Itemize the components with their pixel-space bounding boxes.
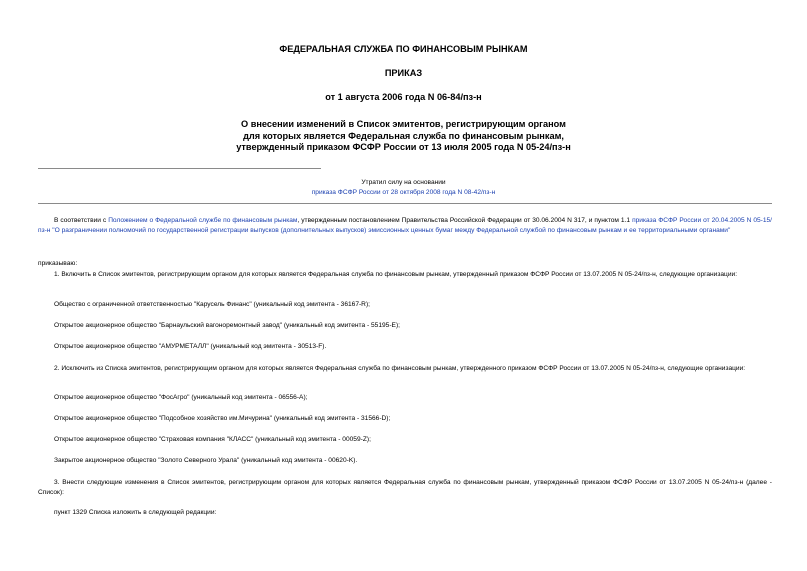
preamble-text-2: , утвержденным постановлением Правительства Российской Федерации от 30.06.2004 N 317, и пунктом 1.1	[297, 217, 633, 224]
preamble-text-1: В соответствии с	[54, 217, 109, 224]
repeal-order-link[interactable]: приказа ФСФР России от 28 октября 2008 года N 08-42/пз-н	[311, 188, 496, 196]
section-2-text: 2. Исключить из Списка эмитентов, регистрирующим органом для которых является Федеральная служба по финансовым рынкам, утвержденного приказом ФСФР России от 13.07.2005 N 05-24/пз-н, следующие организации:	[54, 365, 746, 372]
section-3-text: 3. Внести следующие изменения в Список эмитентов, регистрирующим органом для которых является Федеральная служба по финансовым рынкам, утвержденный приказом ФСФР России от 13.07.2005 N 05-24/пз-н (далее - Список):	[38, 479, 772, 496]
list-item: Открытое акционерное общество "Барнаульский вагоноремонтный завод" (уникальный код эмитента - 55195-E);	[54, 322, 400, 329]
status-note	[0, 178, 807, 197]
subject-line-2: для которых является Федеральная служба по финансовым рынкам,	[243, 130, 564, 141]
list-item: Открытое акционерное общество "АМУРМЕТАЛЛ" (уникальный код эмитента - 30513-F).	[54, 343, 327, 350]
document-date-number: от 1 августа 2006 года N 06-84/пз-н	[325, 92, 482, 102]
preamble-paragraph	[38, 216, 772, 235]
list-item: Общество с ограниченной ответственностью "Карусель Финанс" (уникальный код эмитента - 36167-R);	[54, 301, 370, 308]
list-item: Открытое акционерное общество "Подсобное хозяйство им.Мичурина" (уникальный код эмитента - 31566-D);	[54, 415, 391, 422]
subject-line-1: О внесении изменений в Список эмитентов, регистрирующим органом	[241, 119, 566, 129]
short-divider	[38, 168, 321, 169]
list-item: Открытое акционерное общество "ФосАгро" (уникальный код эмитента - 06556-A);	[54, 394, 308, 401]
section-3-subitem: пункт 1329 Списка изложить в следующей редакции:	[54, 509, 217, 516]
subject-line-3: утвержденный приказом ФСФР России от 13 июля 2005 года N 05-24/пз-н	[236, 142, 571, 152]
regulation-link[interactable]: Положением о Федеральной службе по финансовым рынкам	[108, 217, 298, 224]
agency-title: ФЕДЕРАЛЬНАЯ СЛУЖБА ПО ФИНАНСОВЫМ РЫНКАМ	[279, 44, 528, 54]
status-note-text: Утратил силу на основании	[361, 179, 446, 186]
list-item: Закрытое акционерное общество "Золото Северного Урала" (уникальный код эмитента - 00620-K).	[54, 457, 358, 464]
document-type: ПРИКАЗ	[384, 68, 423, 78]
order-word: приказываю:	[38, 260, 78, 267]
section-1-text: 1. Включить в Список эмитентов, регистрирующим органом для которых является Федеральная служба по финансовым рынкам, утвержденный приказом ФСФР России от 13.07.2005 N 05-24/пз-н, следующие организации:	[54, 271, 738, 278]
list-item: Открытое акционерное общество "Страховая компания "КЛАСС" (уникальный код эмитента - 00059-Z);	[54, 436, 371, 443]
order-link[interactable]: приказа ФСФР России от 20.04.2005 N 05-15/пз-н "О разграничении полномочий по государственной регистрации выпусков (дополнительных выпусков) эмиссионных ценных бумаг между Федеральной службой по финансовым рынкам и ее территориальными органами"	[38, 217, 773, 234]
document-subject	[0, 119, 807, 154]
long-divider	[38, 203, 772, 204]
